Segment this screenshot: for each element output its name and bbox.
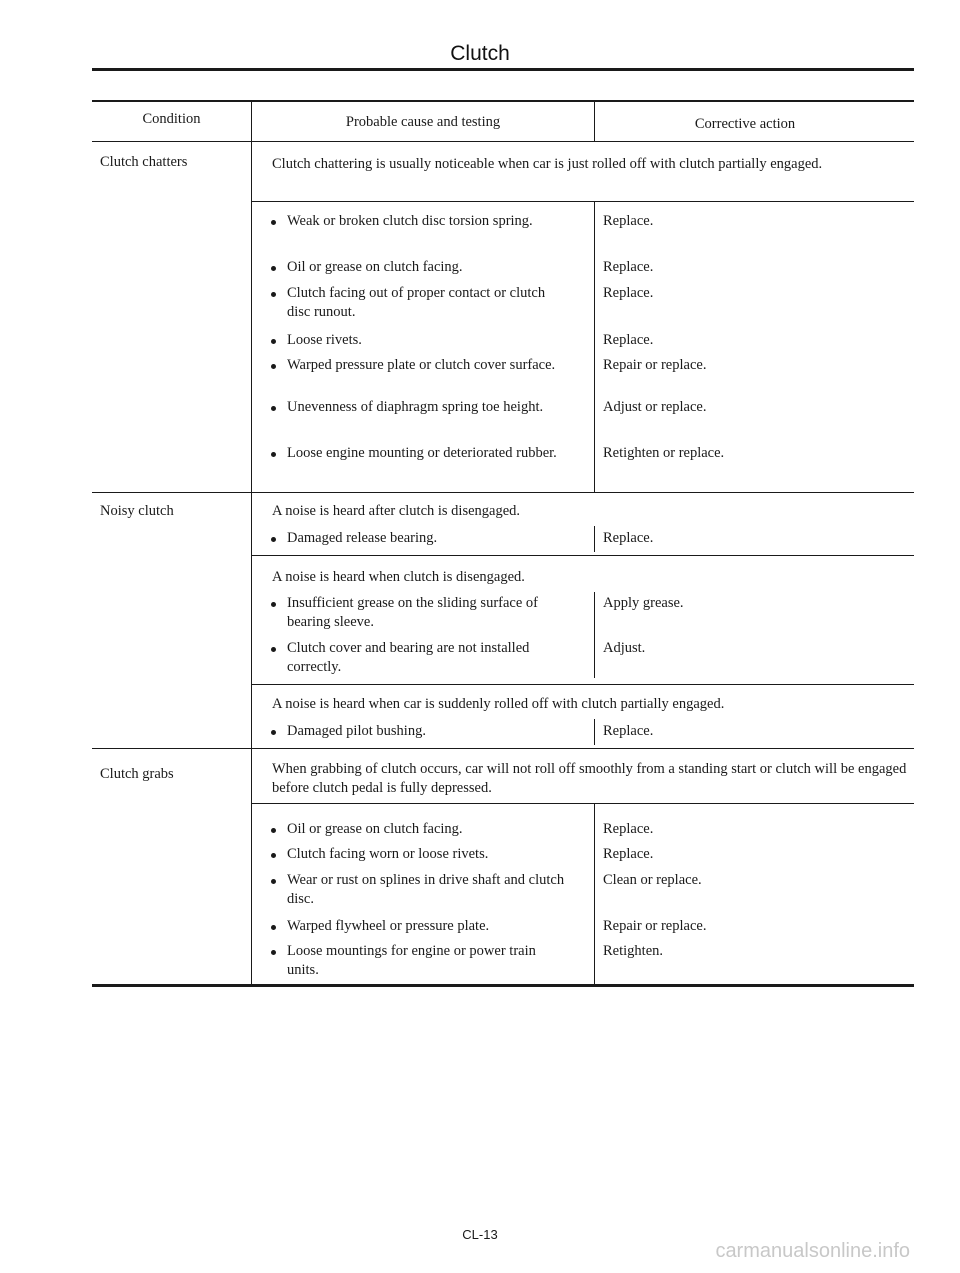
- action-divider: [594, 719, 595, 745]
- intro-clutch-grabs: When grabbing of clutch occurs, car will not roll off smoothly from a standing start or clutch will be engaged before clutch pedal is fully depressed.: [272, 761, 907, 796]
- header-probable-cause: Probable cause and testing: [345, 114, 501, 130]
- cause-text: Clutch cover and bearing are not installed correctly.: [287, 640, 530, 675]
- bullet-icon: [271, 853, 276, 858]
- group-rule: [252, 803, 914, 804]
- action-text: Replace.: [603, 259, 654, 275]
- action-column-divider: [594, 804, 595, 985]
- action-text: Replace.: [603, 213, 654, 229]
- action-text: Replace.: [603, 821, 654, 837]
- condition-clutch-chatters: Clutch chatters: [100, 154, 188, 170]
- page-number: CL-13: [462, 1227, 498, 1242]
- action-text: Retighten.: [603, 943, 664, 959]
- action-text: Retighten or replace.: [603, 445, 725, 461]
- cause-text: Loose rivets.: [287, 332, 362, 348]
- action-divider: [594, 592, 595, 678]
- group-rule: [252, 201, 914, 202]
- intro-noise-when-disengaged: A noise is heard when clutch is disengaged.: [272, 569, 525, 585]
- action-column-divider: [594, 202, 595, 492]
- bullet-icon: [271, 452, 276, 457]
- bullet-icon: [271, 828, 276, 833]
- intro-noise-after-disengaged: A noise is heard after clutch is disengaged.: [272, 503, 521, 519]
- condition-noisy-clutch: Noisy clutch: [100, 503, 174, 519]
- bullet-icon: [271, 406, 276, 411]
- bullet-icon: [271, 950, 276, 955]
- action-text: Adjust or replace.: [603, 399, 707, 415]
- action-text: Replace.: [603, 846, 654, 862]
- bullet-icon: [271, 879, 276, 884]
- condition-column-divider: [251, 100, 252, 986]
- watermark: carmanualsonline.info: [715, 1240, 910, 1262]
- action-text: Replace.: [603, 530, 654, 546]
- action-text: Adjust.: [603, 640, 646, 656]
- cause-text: Oil or grease on clutch facing.: [287, 259, 463, 275]
- bullet-icon: [271, 339, 276, 344]
- header-condition: Condition: [142, 111, 201, 127]
- cause-text: Loose mountings for engine or power train units.: [287, 943, 536, 978]
- intro-clutch-chatters: Clutch chattering is usually noticeable when car is just rolled off with clutch partially engaged.: [272, 156, 823, 172]
- cause-text: Unevenness of diaphragm spring toe height.: [287, 399, 544, 415]
- section-rule: [92, 748, 914, 749]
- table-bottom-rule: [92, 984, 914, 987]
- bullet-icon: [271, 602, 276, 607]
- cause-text: Warped flywheel or pressure plate.: [287, 918, 490, 934]
- cause-text: Insufficient grease on the sliding surface of bearing sleeve.: [287, 595, 538, 630]
- bullet-icon: [271, 925, 276, 930]
- header-corrective-action: Corrective action: [694, 116, 796, 132]
- action-text: Clean or replace.: [603, 872, 702, 888]
- group-rule: [252, 684, 914, 685]
- bullet-icon: [271, 537, 276, 542]
- action-text: Repair or replace.: [603, 918, 707, 934]
- bullet-icon: [271, 266, 276, 271]
- action-text: Replace.: [603, 332, 654, 348]
- cause-text: Oil or grease on clutch facing.: [287, 821, 463, 837]
- group-rule: [252, 555, 914, 556]
- bullet-icon: [271, 647, 276, 652]
- bullet-icon: [271, 364, 276, 369]
- intro-noise-rolled-off: A noise is heard when car is suddenly rolled off with clutch partially engaged.: [272, 696, 725, 712]
- action-text: Replace.: [603, 285, 654, 301]
- bullet-icon: [271, 730, 276, 735]
- header-bottom-rule: [92, 141, 914, 142]
- bullet-icon: [271, 292, 276, 297]
- cause-text: Damaged pilot bushing.: [287, 723, 426, 739]
- cause-text: Wear or rust on splines in drive shaft and clutch disc.: [287, 872, 565, 907]
- title-rule: [92, 68, 914, 71]
- cause-text: Loose engine mounting or deteriorated rubber.: [287, 445, 557, 461]
- cause-text: Weak or broken clutch disc torsion spring.: [287, 213, 533, 229]
- condition-clutch-grabs: Clutch grabs: [100, 766, 174, 782]
- action-text: Repair or replace.: [603, 357, 707, 373]
- action-text: Replace.: [603, 723, 654, 739]
- bullet-icon: [271, 220, 276, 225]
- header-top-rule: [92, 100, 914, 102]
- section-rule: [92, 492, 914, 493]
- cause-text: Clutch facing out of proper contact or clutch disc runout.: [287, 285, 546, 320]
- action-text: Apply grease.: [603, 595, 684, 611]
- cause-text: Clutch facing worn or loose rivets.: [287, 846, 489, 862]
- action-divider: [594, 526, 595, 552]
- cause-text: Damaged release bearing.: [287, 530, 438, 546]
- page-title: Clutch: [450, 42, 510, 65]
- cause-text: Warped pressure plate or clutch cover surface.: [287, 357, 556, 373]
